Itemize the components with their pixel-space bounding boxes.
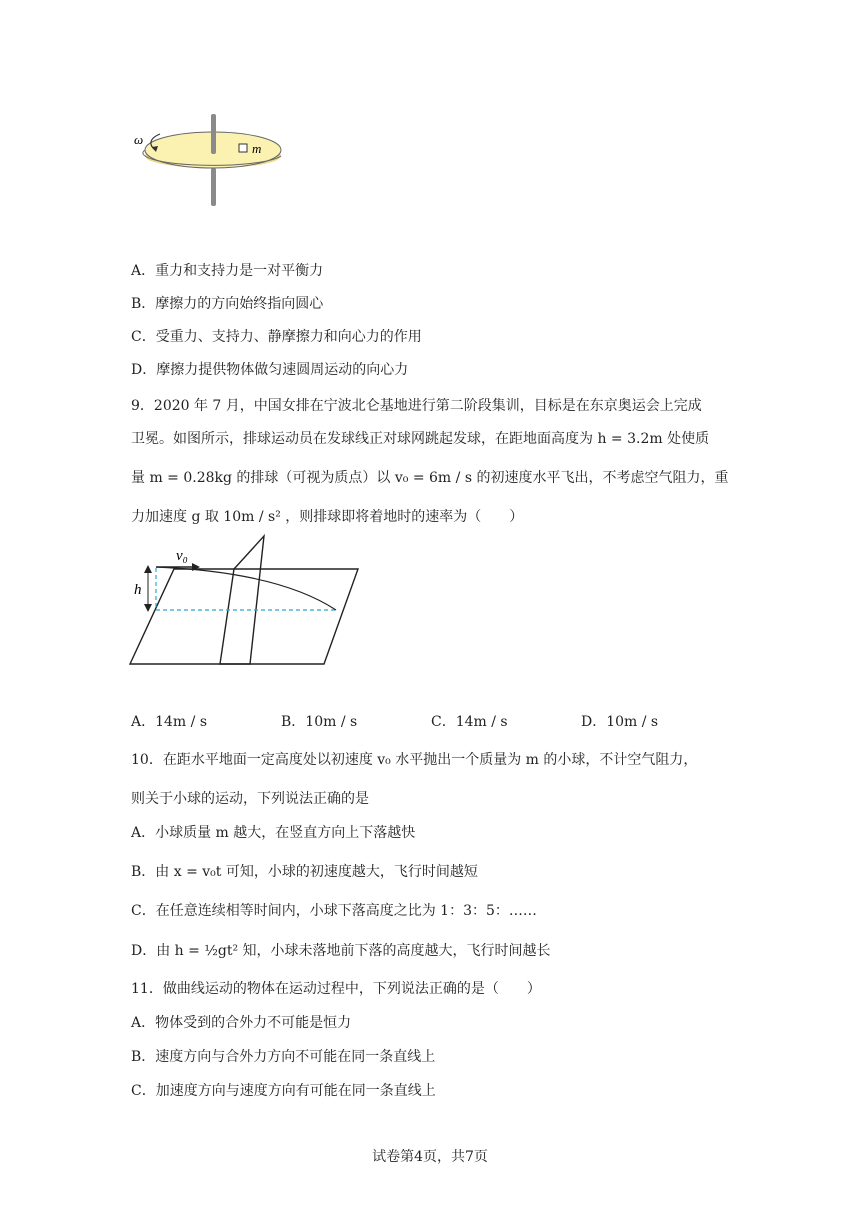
mass-block [239, 144, 247, 152]
q11-stem: 11．做曲线运动的物体在运动过程中，下列说法正确的是（ ） [131, 981, 541, 997]
height-arrow-down-icon [144, 604, 152, 612]
mass-label: m [252, 141, 262, 156]
q11-option-c: C．加速度方向与速度方向有可能在同一条直线上 [131, 1083, 436, 1099]
q8-option-a: A．重力和支持力是一对平衡力 [131, 263, 324, 279]
q10-stem-line-1: 10．在距水平地面一定高度处以初速度 v₀ 水平抛出一个质量为 m 的小球，不计空气阻力， [131, 752, 698, 768]
q8-option-d: D．摩擦力提供物体做匀速圆周运动的向心力 [131, 362, 409, 378]
q9-option-a: A．14m / s [131, 714, 208, 730]
q11-option-a: A．物体受到的合外力不可能是恒力 [131, 1015, 352, 1031]
q10-option-a: A．小球质量 m 越大，在竖直方向上下落越快 [131, 825, 416, 841]
volleyball-court-figure [128, 534, 368, 668]
court-outline [130, 569, 358, 664]
q9-option-c: C．14m / s [431, 714, 508, 730]
omega-label: ω [134, 132, 144, 147]
q9-stem-line-2: 卫冕。如图所示，排球运动员在发球线正对球网跳起发球，在距地面高度为 h = 3.2m 处使质 [131, 431, 710, 447]
q8-option-b: B．摩擦力的方向始终指向圆心 [131, 296, 324, 312]
page-footer: 试卷第4页，共7页 [372, 1149, 488, 1165]
axis-lower [211, 168, 216, 206]
net [220, 536, 264, 664]
q9-stem-line-4: 力加速度 g 取 10m / s² ，则排球即将着地时的速率为（ ） [131, 509, 524, 525]
rotating-disk-figure [128, 110, 288, 212]
trajectory [156, 567, 336, 610]
q10-option-d: D．由 h = ½gt² 知，小球未落地前下落的高度越大，飞行时间越长 [131, 943, 551, 959]
q9-stem-line-3: 量 m = 0.28kg 的排球（可视为质点）以 v₀ = 6m / s 的初速度水平飞出，不考虑空气阻力，重 [131, 470, 729, 486]
axis-upper [211, 114, 216, 154]
q9-stem-line-1: 9．2020 年 7 月，中国女排在宁波北仑基地进行第二阶段集训，目标是在东京奥运会上完成 [131, 398, 702, 414]
q10-option-c: C．在任意连续相等时间内，小球下落高度之比为 1：3：5：…… [131, 903, 537, 919]
q9-option-b: B．10m / s [281, 714, 358, 730]
q10-stem-line-2: 则关于小球的运动，下列说法正确的是 [131, 791, 369, 807]
q11-option-b: B．速度方向与合外力方向不可能在同一条直线上 [131, 1049, 436, 1065]
v0-label: v₀ [176, 548, 188, 564]
h-label: h [134, 582, 142, 598]
q8-option-c: C．受重力、支持力、静摩擦力和向心力的作用 [131, 329, 422, 345]
height-arrow-up-icon [144, 565, 152, 573]
q9-option-d: D．10m / s [581, 714, 659, 730]
q10-option-b: B．由 x = v₀t 可知，小球的初速度越大，飞行时间越短 [131, 864, 478, 880]
